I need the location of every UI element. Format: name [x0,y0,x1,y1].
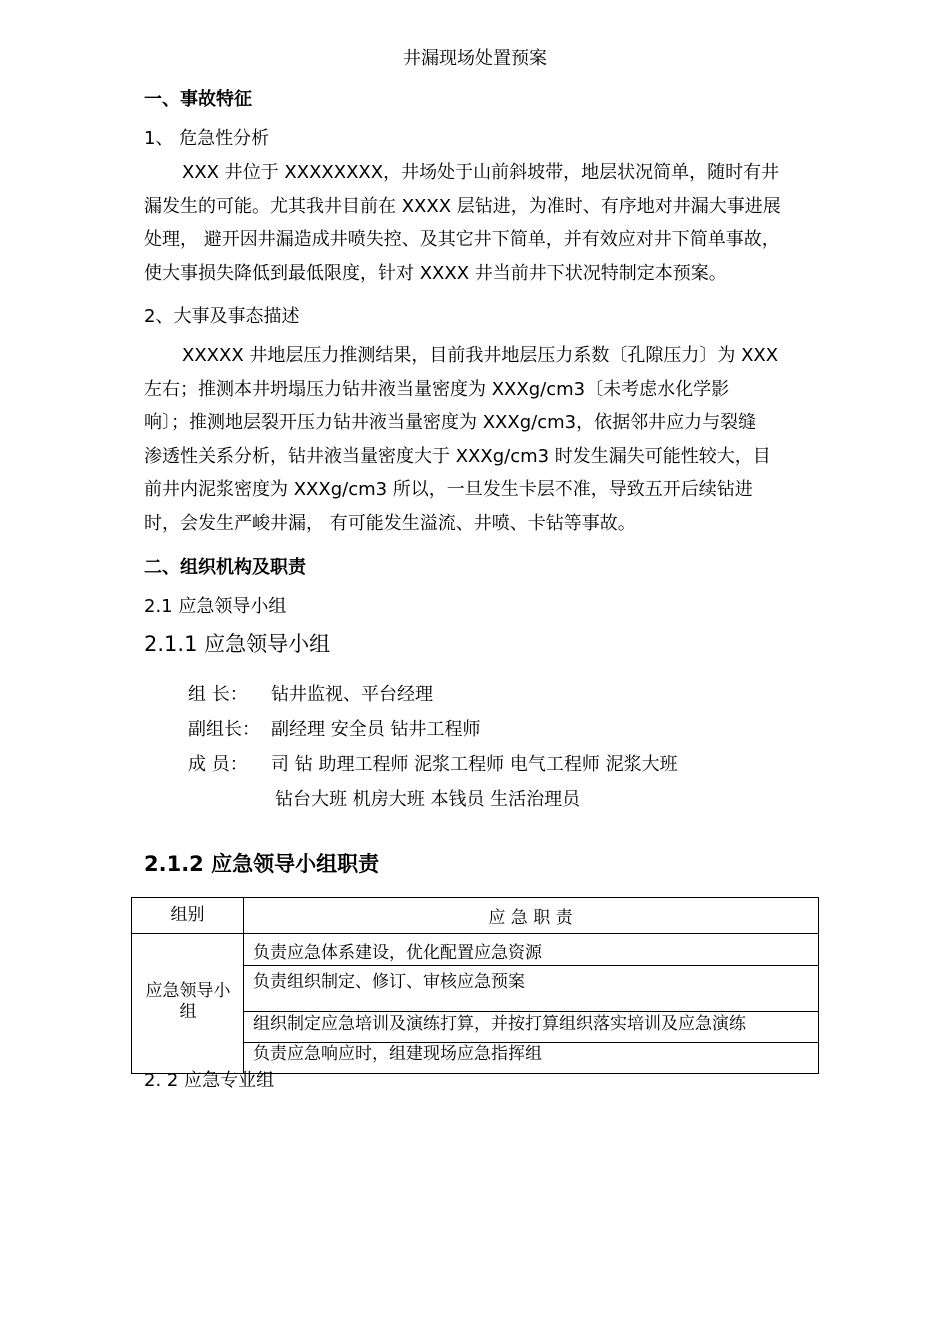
paragraph-line: XXXXX 井地层压力推测结果，目前我井地层压力系数〔孔隙压力〕为 XXX [182,345,779,366]
sub211-heading: 2.1.1 应急领导小组 [144,632,331,656]
table-duty-cell: 组织制定应急培训及演练打算，并按打算组织落实培训及应急演练 [253,1014,746,1034]
paragraph-line: 左右；推测本井坍塌压力钻井液当量密度为 XXXg/cm3〔未考虑水化学影 [144,378,730,400]
table-divider [132,933,818,934]
sub1-heading: 1、 危急性分析 [144,128,270,149]
role-row [188,680,433,706]
sub2-heading: 2、大事及事态描述 [144,306,300,327]
role-label: 组 长： [188,684,248,705]
paragraph-line: 渗透性关系分析，钻井液当量密度大于 XXXg/cm3 时发生漏失可能性较大，目 [144,445,771,467]
sub212-heading: 2.1.2 应急领导小组职责 [144,852,380,876]
role-label: 副组长： [188,719,260,740]
paragraph-line: 漏发生的可能。尤其我井目前在 XXXX 层钻进，为准时、有序地对井漏大事进展 [144,195,781,217]
role-continued: 钻台大班 机房大班 本钱员 生活治理员 [275,789,581,810]
paragraph-line: 前井内泥浆密度为 XXXg/cm3 所以，一旦发生卡层不准，导致五开后续钻进 [144,479,753,500]
role-row [188,750,678,776]
section1-heading: 一、事故特征 [144,89,252,110]
table-duty-cell: 负责应急响应时，组建现场应急指挥组 [253,1044,542,1064]
section2-heading: 二、组织机构及职责 [144,557,306,578]
paragraph-line: 使大事损失降低到最低限度，针对 XXXX 井当前井下状况特制定本预案。 [144,262,727,284]
role-value: 副经理 安全员 钻井工程师 [271,719,481,740]
paragraph-line: 时，会发生严峻井漏， 有可能发生溢流、井喷、卡钻等事故。 [144,512,636,534]
sub21-heading: 2.1 应急领导小组 [144,596,287,617]
table-divider [243,965,818,966]
duties-table [131,897,819,1074]
role-label: 成 员： [188,754,248,775]
table-duty-cell: 负责组织制定、修订、审核应急预案 [253,972,525,992]
table-header-group: 组别 [170,905,205,925]
table-duty-cell: 负责应急体系建设，优化配置应急资源 [253,943,542,963]
doc-title: 井漏现场处置预案 [403,48,547,69]
role-value: 钻井监视、平台经理 [271,684,433,705]
table-header-duty: 应 急 职 责 [488,908,573,928]
sub1-paragraph [144,156,781,290]
role-value: 司 钻 助理工程师 泥浆工程师 电气工程师 泥浆大班 [271,754,678,775]
paragraph-line: XXX 井位于 XXXXXXXX，井场处于山前斜坡带，地层状况简单，随时有井 [182,162,780,183]
paragraph-line: 响〕；推测地层裂开压力钻井液当量密度为 XXXg/cm3，依据邻井应力与裂缝 [144,412,757,433]
role-row [188,715,480,741]
table-group-cell: 应急领导小组 [145,981,231,1022]
sub22-heading: 2. 2 应急专业组 [144,1070,275,1091]
sub2-paragraph [144,339,778,540]
paragraph-line: 处理， 避开因井漏造成井喷失控、及其它井下简单，并有效应对井下简单事故， [144,229,780,250]
